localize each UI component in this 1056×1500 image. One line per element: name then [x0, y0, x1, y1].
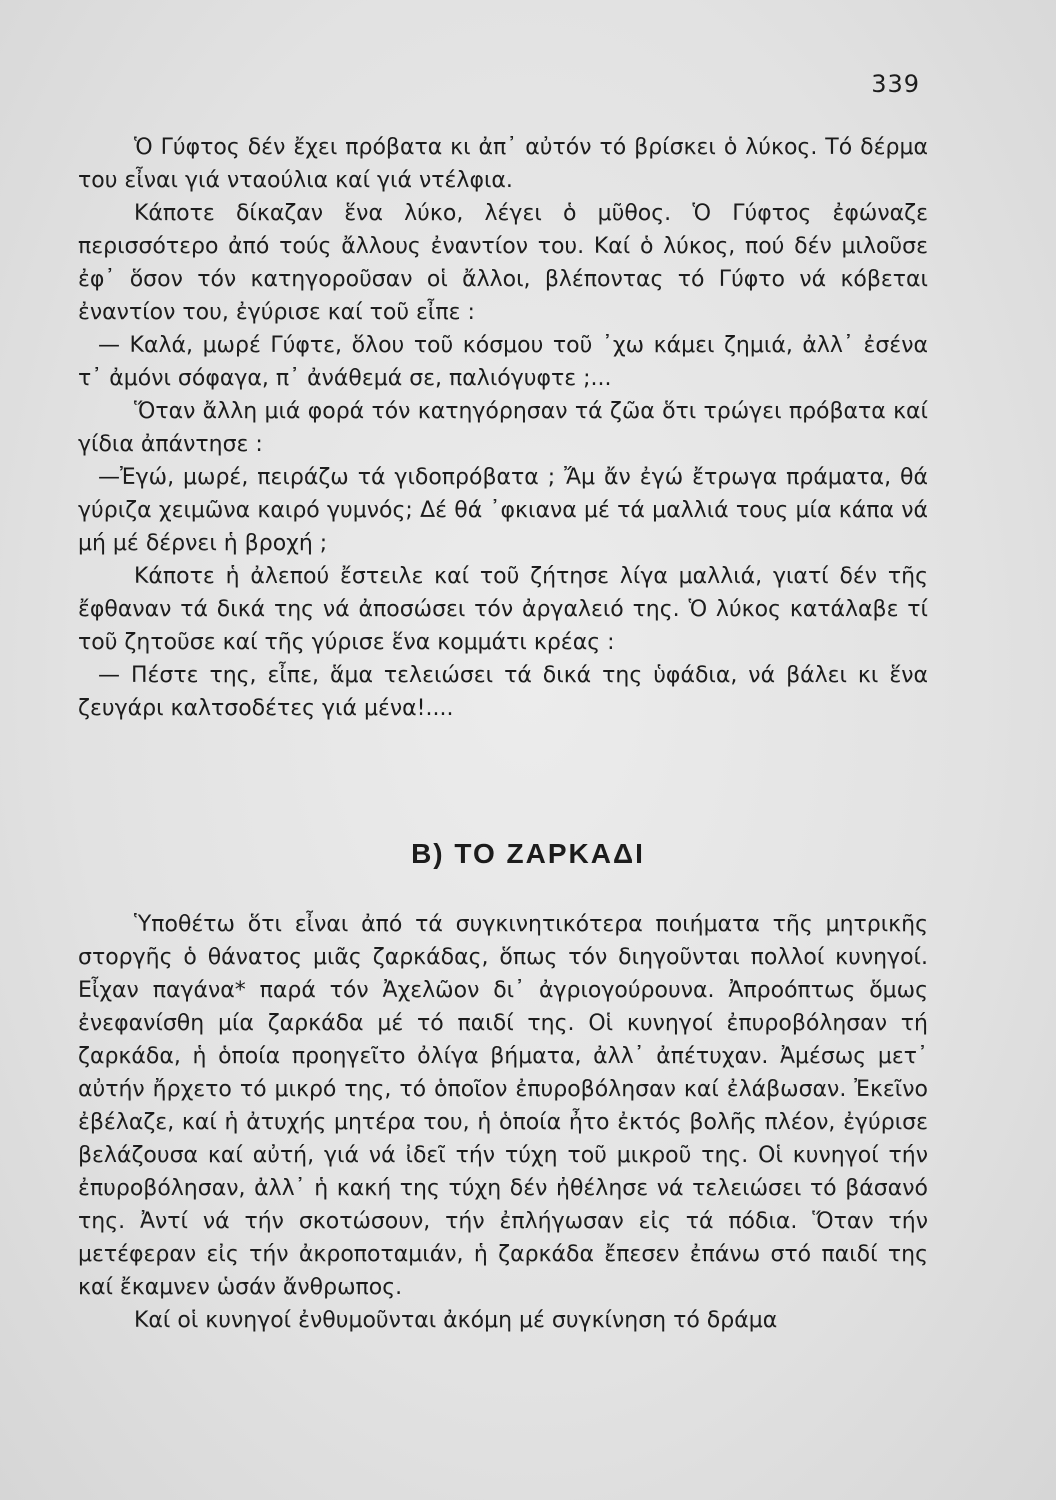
section-b-text — [78, 908, 928, 1337]
paragraph: Ὅταν ἄλλη μιά φορά τόν κατηγόρησαν τά ζῶα ὅτι τρώγει πρόβατα καί γίδια ἀπάντησε : — [78, 399, 928, 457]
paragraph: Ὑποθέτω ὅτι εἶναι ἀπό τά συγκινητικότερα ποιήματα τῆς μητρικῆς στοργῆς ὁ θάνατος μιᾶς ζαρκάδας, ὅπως τόν διηγοῦνται πολλοί κυνηγοί. Εἶχαν παγάνα* παρά τόν Ἀχελῶον δι᾽ ἀγριογούρουνα. Ἀπροόπτως ὅμως ἐνεφανίσθη μία ζαρκάδα μέ τό παιδί της. Οἱ κυνηγοί ἐπυροβόλησαν τή ζαρκάδα, ἡ ὁποία προηγεῖτο ὀλίγα βήματα, ἀλλ᾽ ἀπέτυχαν. Ἀμέσως μετ᾽ αὐτήν ἤρχετο τό μικρό της, τό ὁποῖον ἐπυροβόλησαν καί ἐλάβωσαν. Ἐκεῖνο ἐβέλαζε, καί ἡ ἀτυχής μητέρα του, ἡ ὁποία ἦτο ἐκτός βολῆς πλέον, ἐγύρισε βελάζουσα καί αὐτή, γιά νά ἰδεῖ τήν τύχη τοῦ μικροῦ της. Οἱ κυνηγοί τήν ἐπυροβόλησαν, ἀλλ᾽ ἡ κακή της τύχη δέν ἠθέλησε νά τελειώσει τό βάσανό της. Ἀντί νά τήν σκοτώσουν, τήν ἐπλήγωσαν εἰς τά πόδια. Ὅταν τήν μετέφεραν εἰς τήν ἀκροποταμιάν, ἡ ζαρκάδα ἔπεσεν ἐπάνω στό παιδί της καί ἔκαμνεν ὡσάν ἄνθρωπος. — [78, 912, 928, 1300]
paragraph: Ὁ Γύφτος δέν ἔχει πρόβατα κι ἀπ᾽ αὐτόν τό βρίσκει ὁ λύκος. Τό δέρμα του εἶναι γιά νταούλια καί γιά ντέλφια. — [78, 135, 928, 193]
paragraph: Κάποτε ἡ ἀλεπού ἔστειλε καί τοῦ ζήτησε λίγα μαλλιά, γιατί δέν τῆς ἔφθαναν τά δικά της νά ἀποσώσει τόν ἀργαλειό της. Ὁ λύκος κατάλαβε τί τοῦ ζητοῦσε καί τῆς γύρισε ἕνα κομμάτι κρέας : — [78, 564, 928, 655]
section-a-text — [78, 131, 928, 725]
dialogue-paragraph: — Πέστε της, εἶπε, ἅμα τελειώσει τά δικά της ὑφάδια, νά βάλει κι ἕνα ζευγάρι καλτσοδέτες γιά μένα!.... — [78, 663, 928, 721]
dialogue-paragraph: —Ἐγώ, μωρέ, πειράζω τά γιδοπρόβατα ; Ἄμ ἄν ἐγώ ἔτρωγα πράματα, θά γύριζα χειμῶνα καιρό γυμνός; Δέ θά ᾽φκιανα μέ τά μαλλιά τους μία κάπα νά μή μέ δέρνει ἡ βροχή ; — [78, 465, 928, 556]
section-title: Β) ΤΟ ΖΑΡΚΑΔΙ — [411, 838, 645, 869]
dialogue-paragraph: — Καλά, μωρέ Γύφτε, ὅλου τοῦ κόσμου τοῦ ᾽χω κάμει ζημιά, ἀλλ᾽ ἐσένα τ᾽ ἀμόνι σόφαγα, π᾽ ἀνάθεμά σε, παλιόγυφτε ;... — [78, 333, 928, 391]
paragraph: Καί οἱ κυνηγοί ἐνθυμοῦνται ἀκόμη μέ συγκίνηση τό δράμα — [134, 1308, 778, 1333]
paragraph: Κάποτε δίκαζαν ἕνα λύκο, λέγει ὁ μῦθος. Ὁ Γύφτος ἐφώναζε περισσότερο ἀπό τούς ἄλλους ἐναντίον του. Καί ὁ λύκος, πού δέν μιλοῦσε ἐφ᾽ ὅσον τόν κατηγοροῦσαν οἱ ἄλλοι, βλέποντας τό Γύφτο νά κόβεται ἐναντίον του, ἐγύρισε καί τοῦ εἶπε : — [78, 201, 928, 325]
page-number: 339 — [871, 70, 920, 98]
